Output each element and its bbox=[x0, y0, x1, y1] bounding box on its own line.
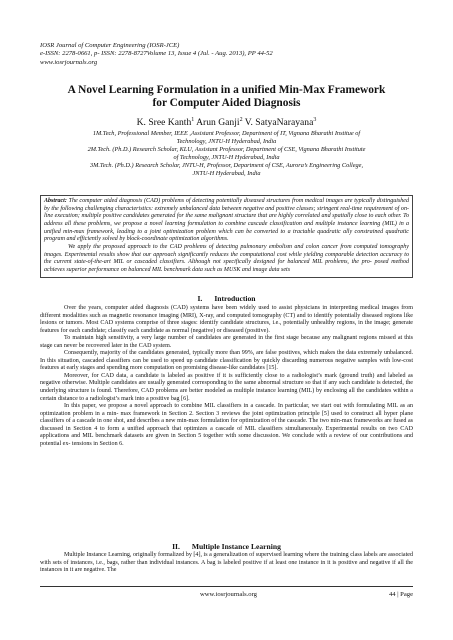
author-list bbox=[20, 117, 433, 128]
abstract-paragraph: We apply the proposed approach to the CAD problems of detecting pulmonary embolism and colon cancer from computed tomography images. Experimental results show that our approach significantly reduces the computational cost while yielding comparable detection accuracy to the current state-of-the-art MIL or cascaded classifiers. Although not specifically designed for balanced MIL problems, the pro- posed method achieves superior performance on balanced MIL benchmark data such as MUSK and image data sets bbox=[44, 243, 409, 273]
introduction-body bbox=[40, 305, 413, 448]
page-number: 44 | Page bbox=[388, 591, 413, 598]
section-number: I. bbox=[197, 294, 203, 303]
mil-body bbox=[40, 552, 413, 575]
section-title: Multiple Instance Learning bbox=[191, 542, 281, 551]
journal-issn: e-ISSN: 2278-0661, p- ISSN: 2278-8727Volume 13, Issue 4 (Jul. - Aug. 2013), PP 44-52 bbox=[40, 50, 273, 58]
body-paragraph: To maintain high sensitivity, a very large number of candidates are generated in the first stage because any malignant regions missed at this stage can never be recovered later in the CAD system. bbox=[40, 335, 413, 349]
body-paragraph: Moreover, for CAD data, a candidate is labeled as positive if it is sufficiently close to a radiologist’s mark (ground truth) and labeled as negative otherwise. Multiple candidates are usually generated corresponding to the same abnormal structure so that if any such candidate is detected, the underlying structure is found. Therefore, CAD problems are better modeled as multiple instance learning (MIL) by enclosing all the candidates within a certain distance to a radiologist’s mark into a positive bag [6]. bbox=[40, 372, 413, 402]
section-title: Introduction bbox=[214, 294, 256, 303]
body-paragraph: Over the years, computer aided diagnosis (CAD) systems have been widely used to assist physicians in interpreting medical images from different modalities such as magnetic resonance imaging (MRI), X-ray, and computed tomography (CT) and to identify potentially diseased regions like lesions or tumors. Most CAD systems comprise of three stages: identify candidate structures, i.e., potentially unhealthy regions, in the image; generate features for each candidate; classify each candidate as normal (negative) or diseased (positive). bbox=[40, 305, 413, 334]
body-paragraph: In this paper, we propose a novel approach to combine MIL classifiers in a cascade. In particular, we start out with formulating MIL as an optimization problem in a min- max framework in Section 2. Section 3 reviews the joint optimization principle [5] used to construct all hyper plane classifiers of a cascade in one shot, and describes a new min-max formulation for optimization of the cascade. The two min-max frameworks are fused as discussed in Section 4 to form a unified approach that optimizes a cascade of MIL classifiers simultaneously. Experimental results on two CAD applications and MIL benchmark datasets are given in Section 5 together with some discussion. We conclude with a review of our contributions and potential ex- tensions in Section 6. bbox=[40, 403, 413, 447]
abstract-paragraph: The computer aided diagnosis (CAD) problems of detecting potentially diseased structures from medical images are typically distinguished by the following challenging characteristics: extremely unbalanced data between negative and positive classes; stringent real-time requirement of on- line execution; multiple positive candidates generated for the same malignant structure that are highly correlated and spatially close to each other. To address all these problems, we propose a novel learning formulation to combine cascade classification and multiple instance learning (MIL) in a unified min-max framework, leading to a joint optimization problem which can be converted to a tractable quadratic ally constrained quadratic program and efficiently solved by block-coordinate optimization algorithms. bbox=[44, 198, 410, 243]
body-paragraph: Multiple Instance Learning, originally formalized by [4], is a generalization of supervised learning where the training class labels are associated with sets of instances, i.e., bags, rather than individual instances. A bag is labeled positive if at least one instance in it is positive and negative if all the instances in it are negative. The bbox=[40, 552, 413, 574]
affiliation-line: 3M.Tech. (Ph.D.) Research Scholar, JNTU-H, Professor, Department of CSE, Aurora’s Engineering College, bbox=[89, 161, 364, 169]
affiliations bbox=[30, 130, 423, 177]
author-sup: 2 bbox=[239, 117, 243, 123]
affiliation-line: of Technology, JNTU-H Hyderabad, India bbox=[173, 153, 280, 161]
journal-site[interactable]: www.iosrjournals.org bbox=[40, 58, 98, 66]
paper-title-line-1: A Novel Learning Formulation in a unified Min-Max Framework bbox=[67, 84, 386, 96]
affiliation-line: Technology, JNTU-H Hyderabad, India bbox=[176, 137, 277, 145]
affiliation-line: JNTU-H Hyderabad, India bbox=[192, 169, 261, 177]
author-sup: 3 bbox=[313, 117, 317, 123]
journal-name: IOSR Journal of Computer Engineering (IOSR-JCE) bbox=[40, 42, 180, 49]
footer-url[interactable]: www.iosrjournals.org bbox=[200, 591, 257, 598]
abstract-box bbox=[40, 195, 413, 278]
paper-title-line-2: for Computer Aided Diagnosis bbox=[152, 97, 301, 109]
body-paragraph: Consequently, majority of the candidates generated, typically more than 99%, are false positives, which makes the data extremely unbalanced. In this situation, cascaded classifiers can be used to speed up candidate classification by quickly discarding numerous negative samples with low-cost features at early stages and spending more computation on promising disease-like candidates [15]. bbox=[40, 350, 413, 372]
author-name: V. SatyaNarayana bbox=[244, 117, 314, 129]
section-number: II. bbox=[172, 542, 180, 551]
footer-divider bbox=[40, 586, 413, 587]
affiliation-line: 2M.Tech. (Ph.D.) Research Scholar, KLU, Assistant Professor, Department of CSE, Vignana Bharathi Institute bbox=[87, 145, 366, 153]
affiliation-line: 1M.Tech, Professional Member, IEEE ,Assistant Professor, Department of IT, Vignana Bharathi Institue of bbox=[92, 130, 361, 137]
author-name: Arun Ganji bbox=[196, 117, 240, 129]
journal-header bbox=[40, 42, 420, 67]
author-sup: 1 bbox=[191, 117, 195, 123]
section-heading-mil bbox=[20, 542, 433, 551]
abstract-label: Abstract: bbox=[44, 198, 67, 204]
author-name: K. Sree Kanth bbox=[136, 117, 192, 129]
section-heading-introduction bbox=[20, 294, 433, 303]
